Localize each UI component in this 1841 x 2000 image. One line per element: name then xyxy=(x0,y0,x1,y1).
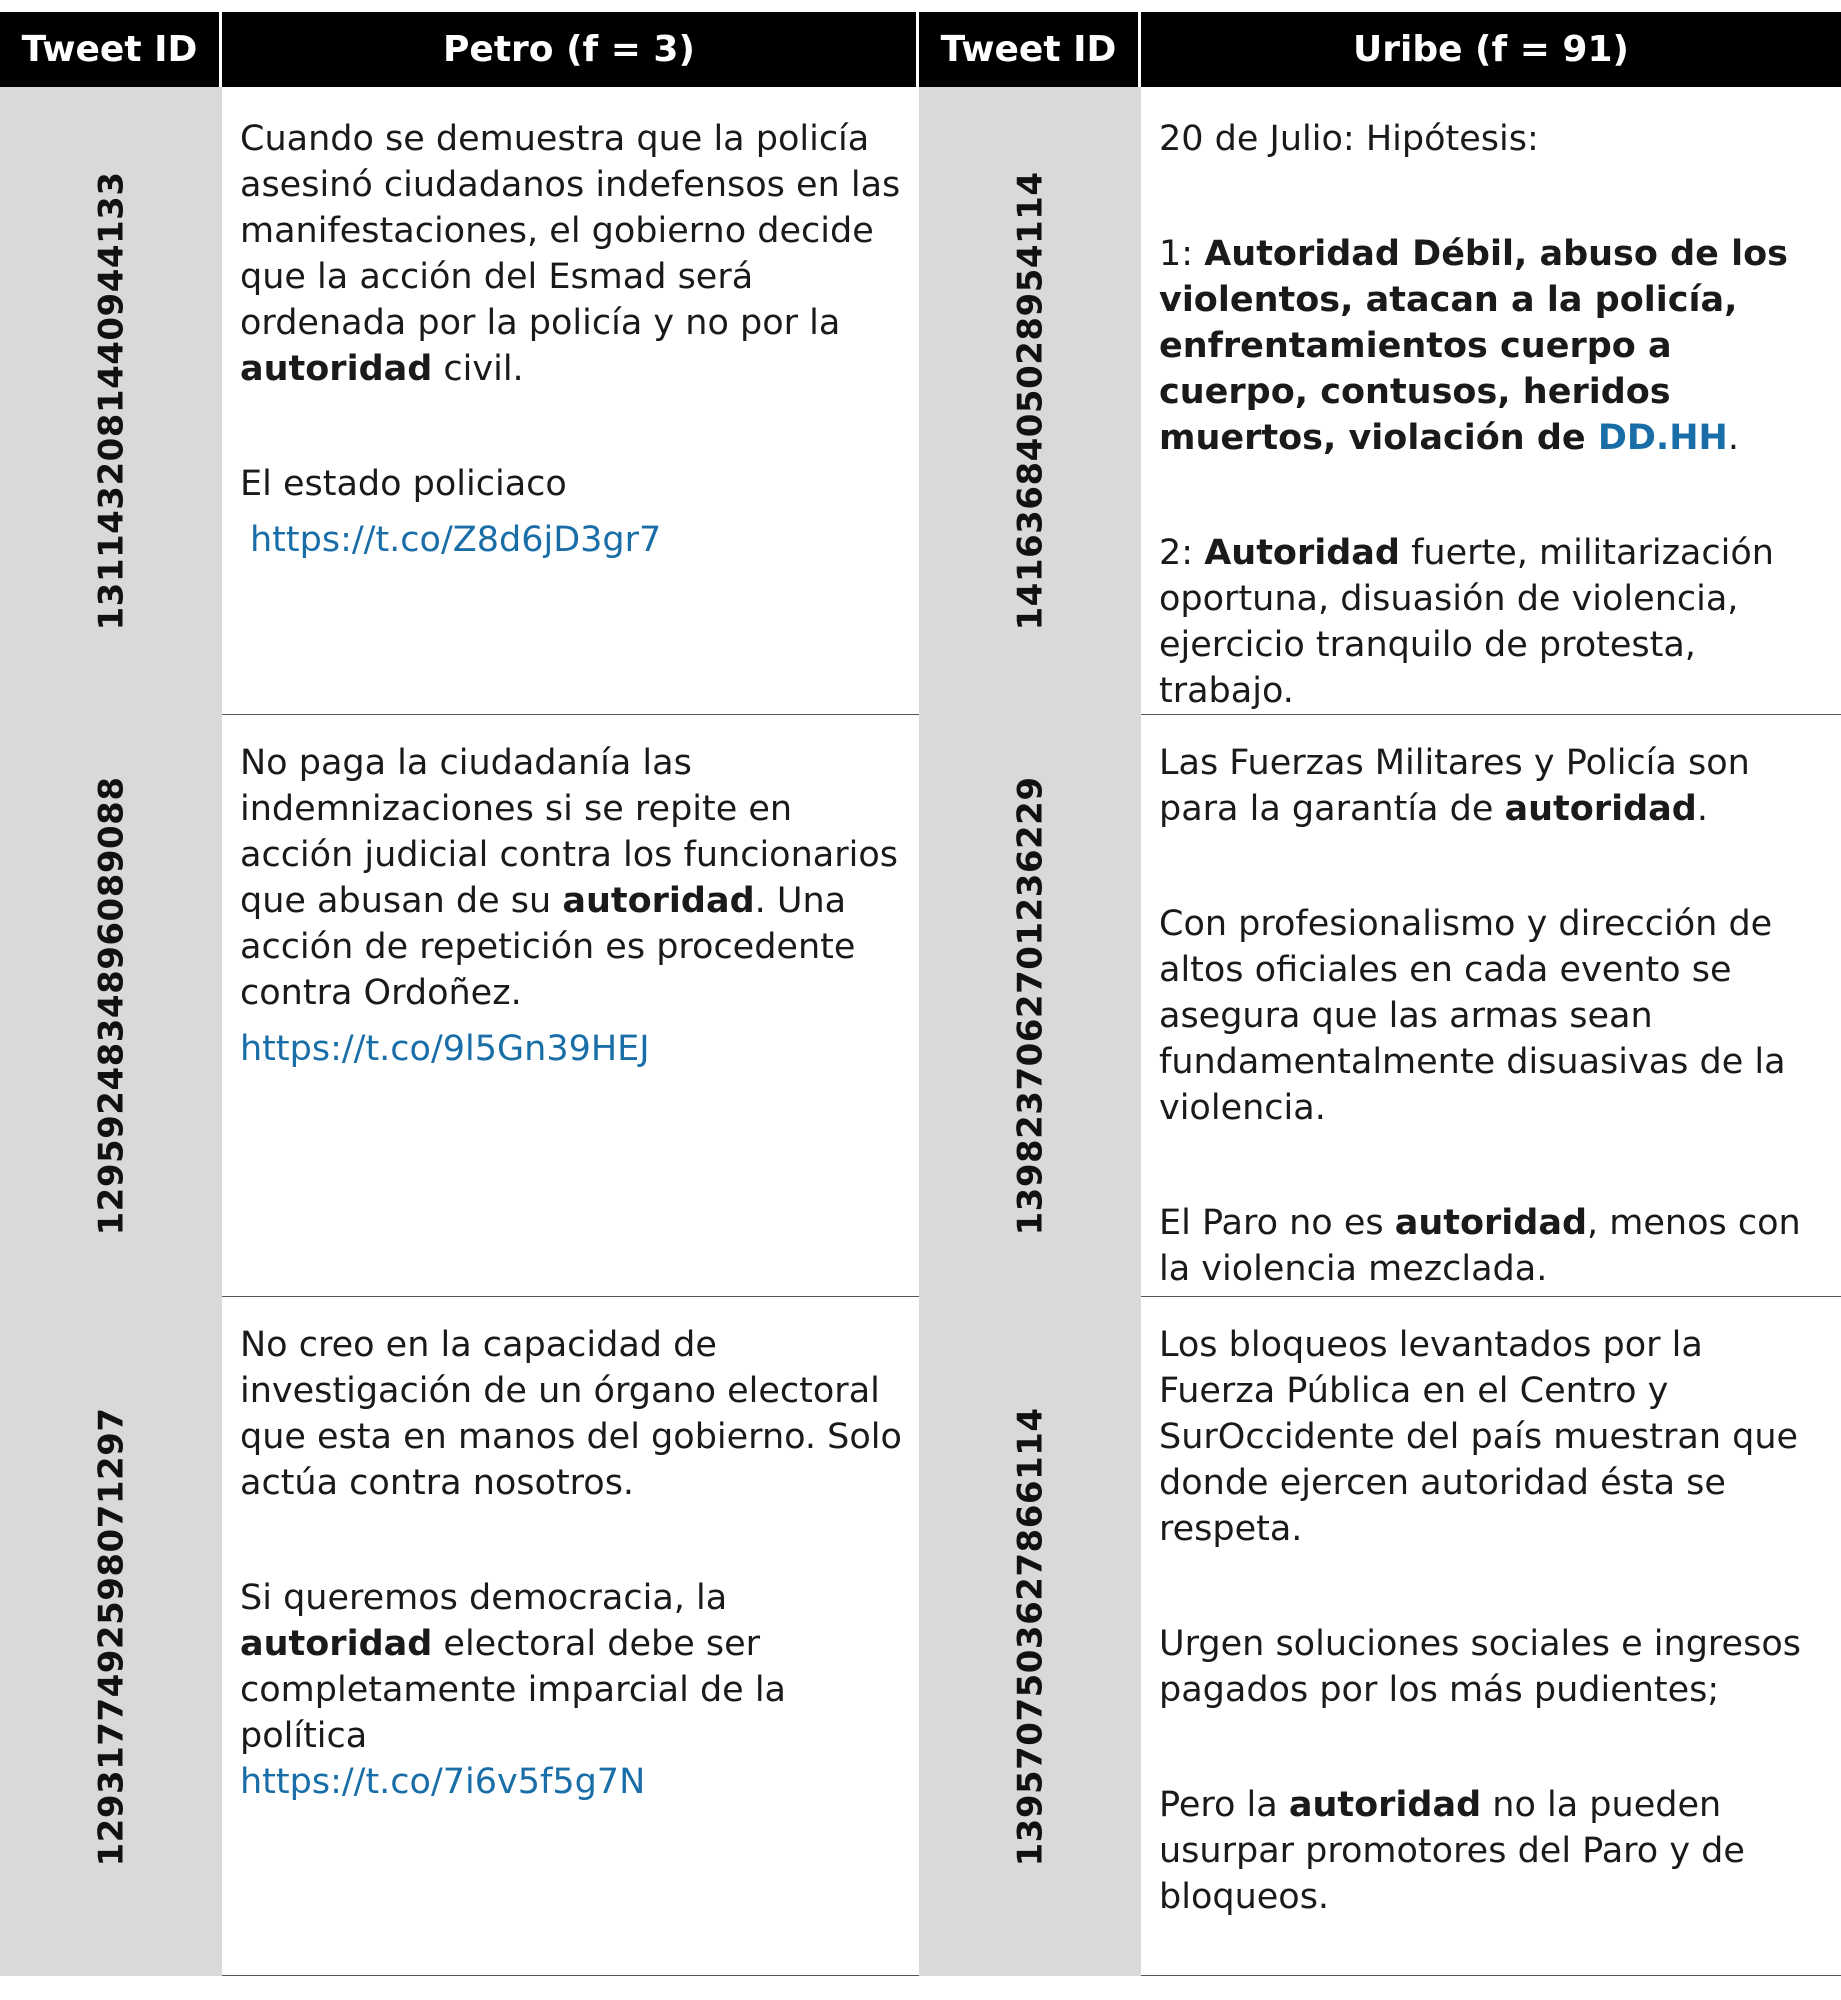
tweet-paragraph: Urgen soluciones sociales e ingresos pagados por los más pudientes; xyxy=(1159,1624,1801,1710)
keyword-highlight: autoridad xyxy=(562,881,755,921)
tweet-id[interactable]: 1395707503627866114 xyxy=(1010,1407,1050,1866)
tweet-id[interactable]: 1311432081440944133 xyxy=(91,171,131,631)
tweet-link[interactable]: https://t.co/9l5Gn39HEJ xyxy=(240,1029,650,1069)
tweet-paragraph: No paga la ciudadanía las indemnizaciones si se repite en acción judicial contra los funcionarios que abusan de su autoridad. Una acción de repetición es procedente contra Ordoñez. xyxy=(240,743,898,1013)
tweet-paragraph: Con profesionalismo y dirección de altos oficiales en cada evento se asegura que las armas sean fundamentalmente disuasivas de la violencia. xyxy=(1159,904,1786,1128)
petro-tweet-cell xyxy=(222,715,919,1297)
header-tweet-id-uribe: Tweet ID xyxy=(919,12,1141,87)
header-tweet-id-petro: Tweet ID xyxy=(0,12,222,87)
tweet-link[interactable]: https://t.co/7i6v5f5g7N xyxy=(240,1762,646,1802)
petro-tweet-cell xyxy=(222,87,919,715)
uribe-tweet-id-cell xyxy=(919,715,1141,1297)
uribe-tweet-cell xyxy=(1141,1297,1841,1976)
keyword-highlight: autoridad xyxy=(1288,1785,1482,1825)
tweet-link[interactable]: https://t.co/Z8d6jD3gr7 xyxy=(250,520,662,560)
tweet-paragraph: Los bloqueos levantados por la Fuerza Pública en el Centro y SurOccidente del país muestran que donde ejercen autoridad ésta se respeta. xyxy=(1159,1325,1799,1549)
petro-tweet-id-cell xyxy=(0,87,222,715)
keyword-highlight: Autoridad Débil, abuso de los violentos, atacan a la policía, enfrentamientos cuerpo a cuerpo, contusos, heridos muertos, violación de xyxy=(1159,234,1788,458)
uribe-tweet-cell xyxy=(1141,715,1841,1297)
header-petro: Petro (f = 3) xyxy=(222,12,919,87)
petro-tweet-id-cell xyxy=(0,1297,222,1976)
tweet-paragraph: Si queremos democracia, la autoridad electoral debe ser completamente imparcial de la política xyxy=(240,1578,787,1756)
uribe-tweet-id-cell xyxy=(919,1297,1141,1976)
tweet-paragraph: Las Fuerzas Militares y Policía son para la garantía de autoridad. xyxy=(1159,743,1750,829)
tweet-paragraph: Cuando se demuestra que la policía asesinó ciudadanos indefensos en las manifestaciones, el gobierno decide que la acción del Esmad será ordenada por la policía y no por la autoridad civil. xyxy=(240,119,901,389)
keyword-highlight: Autoridad xyxy=(1204,533,1400,573)
tweet-paragraph: El estado policiaco xyxy=(240,464,567,504)
keyword-highlight: autoridad xyxy=(1394,1203,1588,1243)
tweet-comparison-table xyxy=(0,12,1841,1976)
uribe-tweet-id-cell xyxy=(919,87,1141,715)
keyword-highlight: autoridad xyxy=(240,349,433,389)
tweet-paragraph: No creo en la capacidad de investigación de un órgano electoral que esta en manos del gobierno. Solo actúa contra nosotros. xyxy=(240,1325,902,1503)
tweet-id[interactable]: 1295924834896089088 xyxy=(91,776,131,1236)
tweet-paragraph: 1: Autoridad Débil, abuso de los violentos, atacan a la policía, enfrentamientos cuerpo a cuerpo, contusos, heridos muertos, violación de DD.HH. xyxy=(1159,234,1788,458)
tweet-id[interactable]: 1293177492598071297 xyxy=(91,1407,131,1866)
tweet-paragraph: 20 de Julio: Hipótesis: xyxy=(1159,119,1539,159)
tweet-paragraph: Pero la autoridad no la pueden usurpar promotores del Paro y de bloqueos. xyxy=(1159,1785,1745,1917)
tweet-paragraph: El Paro no es autoridad, menos con la violencia mezclada. xyxy=(1159,1203,1801,1289)
keyword-highlight: autoridad xyxy=(240,1624,433,1664)
hashtag-link[interactable]: DD.HH xyxy=(1597,418,1728,458)
petro-tweet-id-cell xyxy=(0,715,222,1297)
keyword-highlight: autoridad xyxy=(1504,789,1697,829)
tweet-id[interactable]: 1398237062701236229 xyxy=(1010,776,1050,1236)
petro-tweet-cell xyxy=(222,1297,919,1976)
uribe-tweet-cell xyxy=(1141,87,1841,715)
tweet-paragraph: 2: Autoridad fuerte, militarización oportuna, disuasión de violencia, ejercicio tranquilo de protesta, trabajo. xyxy=(1159,533,1774,711)
tweet-id[interactable]: 1416368405028954114 xyxy=(1010,171,1050,631)
header-uribe: Uribe (f = 91) xyxy=(1141,12,1841,87)
